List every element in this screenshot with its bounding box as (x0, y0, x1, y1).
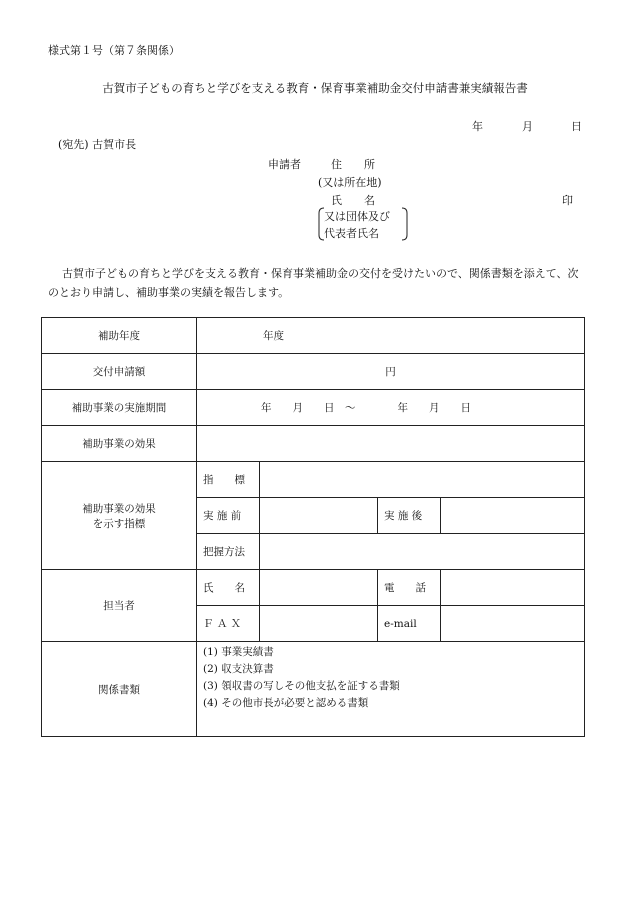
indicator-label (42, 462, 197, 570)
contact-name-label: 氏 名 (197, 570, 260, 606)
group-label-line1: 又は団体及び (324, 210, 390, 223)
form-number: 様式第１号（第７条関係） (48, 44, 180, 57)
addressee: (宛先) 古賀市長 (58, 138, 137, 151)
indicator-name-field[interactable] (260, 462, 585, 498)
row-effect (42, 426, 585, 462)
email-label: e-mail (378, 606, 441, 642)
fiscal-year-label: 補助年度 (42, 318, 197, 354)
amount-field[interactable] (197, 354, 585, 390)
phone-field[interactable] (441, 570, 585, 606)
amount-label: 交付申請額 (42, 354, 197, 390)
period-value: 年 月 日 ～ 年 月 日 (261, 402, 471, 414)
document-title: 古賀市子どもの育ちと学びを支える教育・保育事業補助金交付申請書兼実績報告書 (102, 81, 528, 95)
name-label: 氏 名 (331, 194, 375, 207)
contact-name-field[interactable] (260, 570, 378, 606)
docs-item: (1) 事業実績書 (203, 646, 274, 658)
fiscal-year-unit: 年度 (263, 330, 284, 342)
indicator-label-line2: を示す指標 (92, 517, 146, 530)
indicator-name-label: 指 標 (197, 462, 260, 498)
docs-item: (3) 領収書の写しその他支払を証する書類 (203, 680, 400, 692)
fax-field[interactable] (260, 606, 378, 642)
application-table (41, 317, 585, 737)
date-day: 日 (571, 120, 582, 133)
row-amount (42, 354, 585, 390)
group-label-line2: 代表者氏名 (324, 227, 379, 240)
date-month: 月 (522, 120, 533, 133)
after-field[interactable] (441, 498, 585, 534)
docs-list (197, 642, 585, 737)
applicant-label: 申請者 (268, 158, 301, 171)
after-label: 実 施 後 (378, 498, 441, 534)
seal-mark: 印 (562, 194, 573, 207)
effect-field[interactable] (197, 426, 585, 462)
date-year: 年 (472, 120, 483, 133)
row-indicator (42, 462, 585, 498)
indicator-label-line1: 補助事業の効果 (82, 502, 156, 515)
method-label: 把握方法 (197, 534, 260, 570)
fiscal-year-field[interactable] (197, 318, 585, 354)
email-field[interactable] (441, 606, 585, 642)
row-docs (42, 642, 585, 737)
docs-item: (4) その他市長が必要と認める書類 (203, 697, 369, 709)
phone-label: 電 話 (378, 570, 441, 606)
docs-item: (2) 収支決算書 (203, 663, 274, 675)
row-contact-name (42, 570, 585, 606)
row-fiscal-year (42, 318, 585, 354)
period-field[interactable] (197, 390, 585, 426)
row-period (42, 390, 585, 426)
address-sub-label: (又は所在地) (318, 176, 382, 189)
docs-label: 関係書類 (42, 642, 197, 737)
before-label: 実 施 前 (197, 498, 260, 534)
address-label: 住 所 (331, 158, 375, 171)
intro-text: 古賀市子どもの育ちと学びを支える教育・保育事業補助金の交付を受けたいので、関係書類を添えて、次のとおり申請し、補助事業の実績を報告します。 (48, 267, 579, 299)
before-field[interactable] (260, 498, 378, 534)
effect-label: 補助事業の効果 (42, 426, 197, 462)
contact-label: 担当者 (42, 570, 197, 642)
period-label: 補助事業の実施期間 (42, 390, 197, 426)
method-field[interactable] (260, 534, 585, 570)
fax-label: Ｆ Ａ Ｘ (197, 606, 260, 642)
amount-unit: 円 (385, 366, 396, 378)
